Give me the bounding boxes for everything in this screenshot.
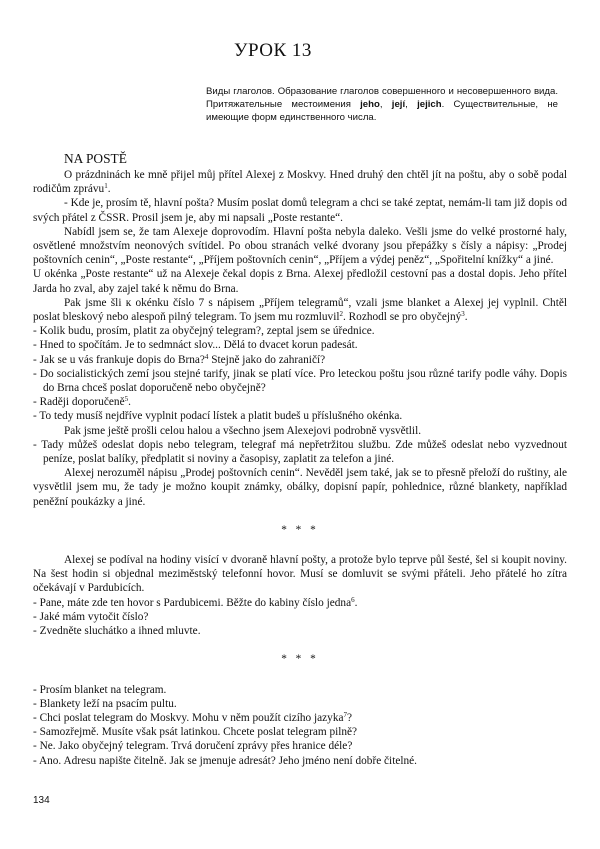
dialogue-line: - Zvedněte sluchátko a ihned mluvte. [33,625,201,638]
text: . Rozhodl se pro obyčejný [342,311,462,324]
section-heading: NA POSTĚ [64,151,127,166]
text: . [128,396,131,409]
dialogue-line: - Do socialistických zemí jsou stejné tarify, jinak se platí více. Pro leteckou poštu jsou různé tarify podle váhy. Dopis do Brna chceš poslat doporučeně nebo obyčejně? [33,367,567,395]
dialogue-line: - Kolik budu, prosím, platit za obyčejný telegram?, zeptal jsem se úřednice. [33,325,375,338]
paragraph: Nabídl jsem se, že tam Alexeje doprovodím. Hlavní pošta nebyla daleko. Vešli jsme do velké prostorné haly, osvětlené množstvím neonových svítidel. Po obou stranách velké dvorany jsou přepážky s čísly a nápisy: „Prodej poštovních cenin“, „Poste restante“, „Příjem poštovních cenin“, „Příjem a výdej peněz“, „Spořitelní knížky“ a jiné. [33,225,567,267]
section-separator: * * * [281,653,319,666]
footnote-mark: 5 [124,395,129,404]
text: - Chci poslat telegram do Moskvy. Mohu v něm použít cizího jazyka [33,711,344,724]
dialogue-line: - Samozřejmě. Musíte však psát latinkou. Chcete poslat telegram pilně? [33,726,358,739]
main-text [33,151,567,768]
dialogue-line [33,711,567,725]
text: Pak jsme šli к okénku číslo 7 s nápisem „Příjem telegramů“, vzali jsme blanket a Alexej jej vyplnil. Chtěl poslat bleskový nebo alespoň pilný telegram. To jsem mu rozmluvil [33,296,567,324]
topic-part: . Существительные, не имеющие форм единственного числа. [206,98,558,123]
text: ? [347,711,353,724]
text: Stejně jako do zahraničí? [208,353,326,366]
text: . [107,183,111,196]
dialogue-line [33,353,567,367]
footnote-mark: 7 [343,710,347,719]
topic-bold-word: její [391,98,406,110]
text: . [464,311,468,324]
footnote-mark: 2 [339,310,343,319]
dialogue-line: - Jaké mám vytočit číslo? [33,610,149,623]
page-number: 134 [33,795,50,806]
topic-bold-word: jejich [417,98,442,110]
text: - Pane, máte zde ten hovor s Pardubicemi. Běžte do kabiny číslo jedna [33,596,352,609]
topic-part: Виды глаголов. Образование глаголов совершенного и несовершенного вида. Притяжательные местоимения [206,86,558,110]
paragraph: U okénka „Poste restante“ už na Alexeje čekal dopis z Brna. Alexej předložil cestovní pas a dostal dopis. Jeho přítel Jarda ho zval, aby zajel také k němu do Brna. [33,268,567,295]
dialogue-line: - Prosím blanket na telegram. [33,683,167,696]
dialogue-line [33,395,567,409]
paragraph: Alexej nerozuměl nápisu „Prodej poštovních cenin“. Nevěděl jsem také, jak se to přesně přeloží do ruštiny, ale vysvětlil jsem mu, že tady je možno koupit známky, obálky, dopisní papír, pohlednice, různé blankety, například peněžní poukázky a jiné. [33,467,567,508]
paragraph: Alexej se podíval na hodiny visící v dvoraně hlavní pošty, a protože bylo teprve půl šesté, šel si koupit noviny. Na šest hodin si objednal meziměstský telefonní hovor. Musí se domluvit se svými přáteli. Jeho přátelé ho zítra očekávají v Pardubicích. [33,554,567,595]
lesson-topic [206,86,558,124]
dialogue-line: - Ne. Jako obyčejný telegram. Trvá doručení zprávy přes hranice déle? [33,740,353,753]
footnote-mark: 3 [461,310,465,319]
text: - Jak se u vás frankuje dopis do Brna? [33,353,205,366]
text: . [354,596,358,609]
topic-part: , [405,98,418,110]
topic-part: , [379,98,392,110]
text: - Raději doporučeně [33,396,125,409]
paragraph [33,296,567,324]
paragraph: - Kde je, prosím tě, hlavní pošta? Musím poslat domů telegram a chci se také zeptat, nemám-li tam již dopis od svých přátel z ČSSR. Prosil jsem je, aby mi napsali „Poste restante“. [33,197,567,224]
paragraph: Pak jsme ještě prošli celou halou a všechno jsem Alexejovi podrobně vysvětlil. [64,424,422,437]
footnote-mark: 6 [351,595,355,604]
text: O prázdninách ke mně přijel můj přítel Alexej z Moskvy. Hned druhý den chtěl jít na poštu, aby o sobě podal rodičům zprávu [33,169,567,196]
footnote-mark: 4 [204,352,209,361]
dialogue-line [33,596,567,610]
paragraph [33,168,567,196]
dialogue-line: - To tedy musíš nejdříve vyplnit podací lístek a platit budeš u příslušného okénka. [33,410,403,423]
footnote-mark: 1 [104,182,108,191]
section-separator: * * * [281,523,319,536]
lesson-title: УРОК 13 [234,40,312,61]
dialogue-line: - Hned to spočítám. Je to sedmnáct slov... Dělá to dvacet korun padesát. [33,339,358,352]
topic-text [206,86,558,124]
dialogue-line: - Blankety leží na psacím pultu. [33,697,177,710]
topic-bold-word: jeho [360,98,380,110]
dialogue-line: - Ano. Adresu napište čitelně. Jak se jmenuje adresát? Jeho jméno není dobře čitelné. [33,754,417,767]
dialogue-line: - Tady můžeš odeslat dopis nebo telegram, telegraf má nepřetržitou službu. Zde můžeš odeslat nebo vyzvednout peníze, poslat balíky, předplatit si noviny a časopisy, zaplatit za telefon a jiné. [33,438,567,466]
